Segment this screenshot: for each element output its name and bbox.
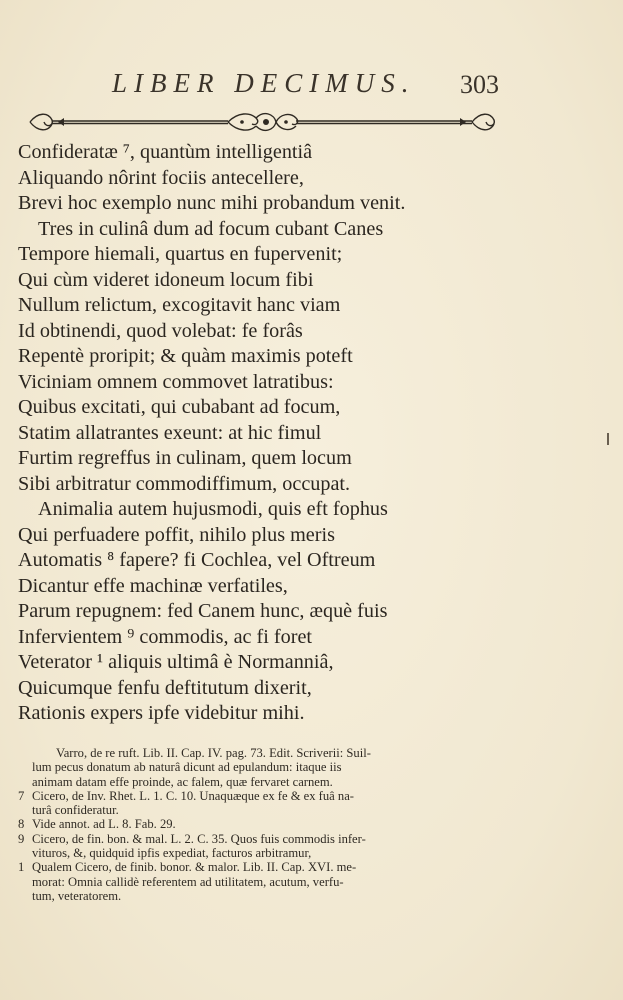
verse-line: Nullum relictum, excogitavit hanc viam bbox=[18, 294, 341, 316]
verse-line: Qui perfuadere poffit, nihilo plus meris bbox=[18, 523, 335, 546]
margin-mark bbox=[607, 433, 609, 445]
footnote-number: 1 bbox=[18, 860, 25, 875]
footnote-text: tum, veteratorem. bbox=[32, 888, 122, 903]
footnote-number: 9 bbox=[18, 831, 25, 846]
verse-line: Confideratæ ⁷, quantùm intelligentiâ bbox=[18, 141, 313, 163]
verse-line: Qui cùm videret idoneum locum fibi bbox=[18, 268, 314, 291]
footnote-line bbox=[18, 788, 502, 803]
footnote-line bbox=[18, 860, 502, 875]
verse-line: Automatis ⁸ fapere? fi Cochlea, vel Oftreum bbox=[18, 549, 376, 571]
verse-text bbox=[18, 140, 488, 727]
verse-line: Rationis expers ipfe videbitur mihi. bbox=[18, 702, 305, 724]
verse-line: Tempore hiemali, quartus en fupervenit; bbox=[18, 243, 343, 265]
footnote-text: Vide annot. ad L. 8. Fab. 29. bbox=[32, 817, 176, 832]
footnote-text: Varro, de re ruft. Lib. II. Cap. IV. pag. 73. Edit. Scriverii: Suil- bbox=[56, 746, 371, 760]
footnote-line bbox=[18, 817, 502, 832]
footnote-line bbox=[32, 889, 502, 903]
verse-line: Id obtinendi, quod volebat: fe forâs bbox=[18, 319, 303, 342]
footnote-text: turâ confideratur. bbox=[32, 803, 119, 818]
verse-line: Brevi hoc exemplo nunc mihi probandum venit. bbox=[18, 192, 406, 214]
footnote-text: animam datam effe proinde, ac falem, quæ fervaret carnem. bbox=[32, 774, 333, 789]
footnote-line bbox=[32, 803, 502, 817]
verse-line: Viciniam omnem commovet latratibus: bbox=[18, 370, 334, 393]
footnote-line bbox=[32, 846, 502, 860]
footnote-line bbox=[32, 760, 502, 774]
footnote-line bbox=[18, 831, 502, 846]
verse-line: Veterator ¹ aliquis ultimâ è Normanniâ, bbox=[18, 651, 334, 673]
footnote-text: vituros, &, quidquid ipfis expediat, facturos arbitramur, bbox=[32, 846, 312, 861]
page-number: 303 bbox=[460, 70, 499, 99]
footnote-line bbox=[32, 746, 502, 760]
verse-line: Aliquando nôrint fociis antecellere, bbox=[18, 166, 304, 189]
verse-line: Repentè proripit; & quàm maximis poteft bbox=[18, 345, 353, 367]
decorative-rule-ornament-icon bbox=[28, 108, 500, 136]
footnote-text: Cicero, de fin. bon. & mal. L. 2. C. 35. Quos fuis commodis infer- bbox=[32, 831, 366, 846]
footnote-line bbox=[32, 875, 502, 889]
verse-line: Statim allatrantes exeunt: at hic fimul bbox=[18, 421, 322, 444]
verse-line: Sibi arbitratur commodiffimum, occupat. bbox=[18, 472, 351, 495]
footnote-text: Qualem Cicero, de finib. bonor. & malor. Lib. II. Cap. XVI. me- bbox=[32, 860, 357, 875]
running-title: LIBER DECIMUS. bbox=[112, 68, 416, 98]
footnote-number: 7 bbox=[18, 788, 25, 803]
footnote-number: 8 bbox=[18, 817, 25, 832]
verse-line: Dicantur effe machinæ verfatiles, bbox=[18, 574, 288, 597]
verse-line: Animalia autem hujusmodi, quis eft fophus bbox=[38, 498, 388, 520]
verse-line: Quicumque fenfu deftitutum dixerit, bbox=[18, 676, 312, 699]
footnote-text: lum pecus donatum ab naturâ dicunt ad epulandum: itaque iis bbox=[32, 760, 342, 775]
verse-line: Infervientem ⁹ commodis, ac fi foret bbox=[18, 625, 313, 648]
verse-line: Quibus excitati, qui cubabant ad focum, bbox=[18, 396, 341, 418]
footnotes bbox=[18, 746, 502, 903]
verse-line: Tres in culinâ dum ad focum cubant Canes bbox=[38, 217, 384, 240]
verse-line: Parum repugnem: fed Canem hunc, æquè fuis bbox=[18, 600, 388, 622]
footnote-line bbox=[32, 775, 502, 789]
running-head bbox=[0, 68, 623, 108]
footnote-text: Cicero, de Inv. Rhet. L. 1. C. 10. Unaquæque ex fe & ex fuâ na- bbox=[32, 788, 354, 803]
footnote-text: morat: Omnia callidè referentem ad utilitatem, acutum, verfu- bbox=[32, 874, 344, 889]
verse-line: Furtim regreffus in culinam, quem locum bbox=[18, 447, 352, 469]
